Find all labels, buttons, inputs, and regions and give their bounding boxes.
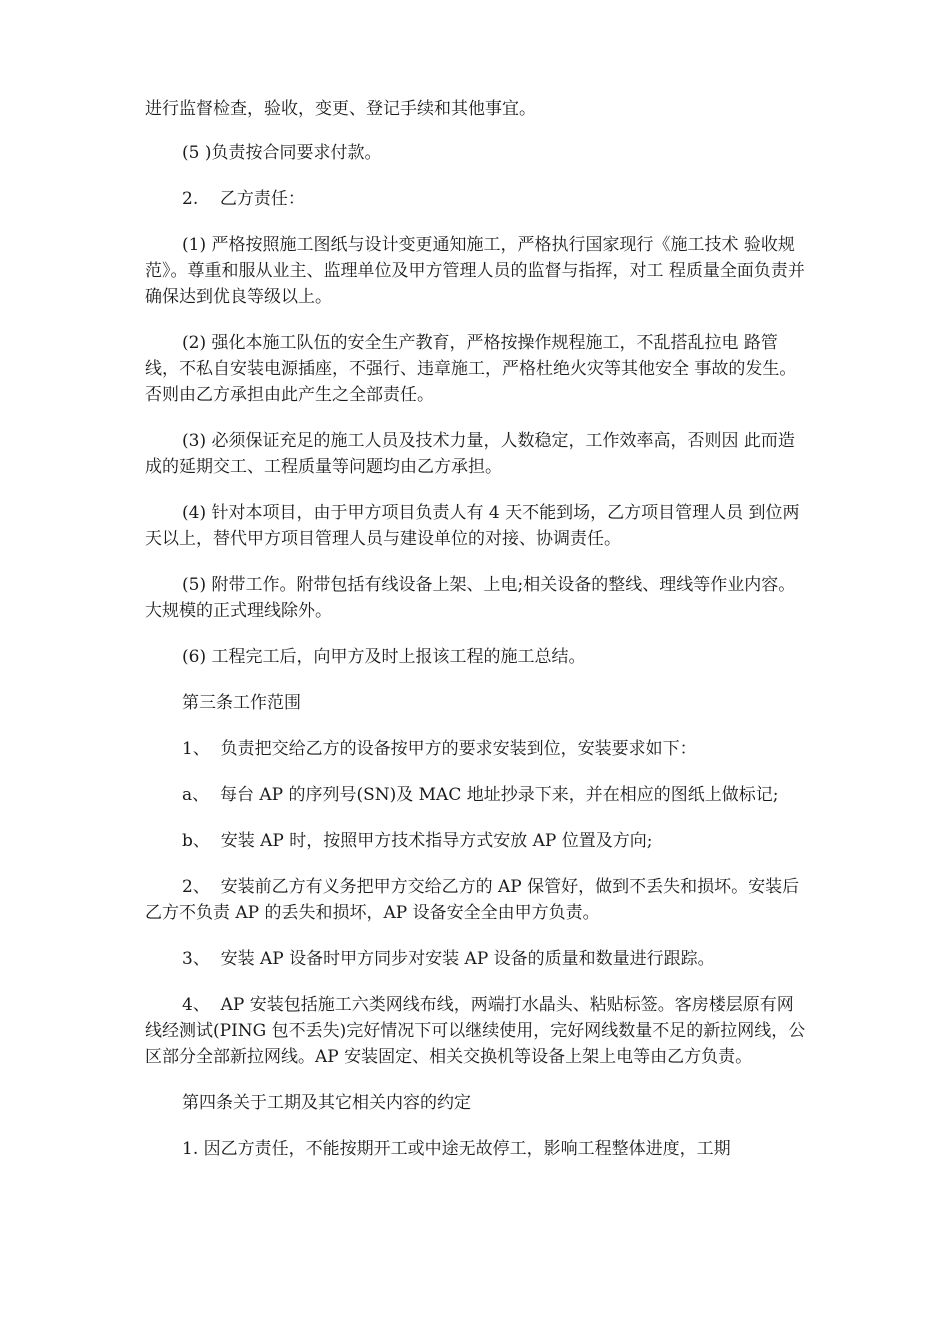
section-heading-party-b: 2. 乙方责任：	[182, 189, 305, 209]
article-3-heading: 第三条工作范围	[182, 693, 301, 713]
scope-item-b: b、 安装 AP 时，按照甲方技术指导方式安放 AP 位置及方向;	[182, 831, 653, 851]
scope-item-a: a、 每台 AP 的序列号(SN)及 MAC 地址抄录下来，并在相应的图纸上做标记;	[182, 785, 779, 805]
paragraph-item-2: (2) 强化本施工队伍的安全生产教育，严格按操作规程施工，不乱搭乱拉电 路管线，不私自安装电源插座，不强行、违章施工，严格杜绝火灾等其他安全 事故的发生。否则由乙方承担由此产生之全部责任。	[145, 333, 797, 405]
scope-item-3: 3、 安装 AP 设备时甲方同步对安装 AP 设备的质量和数量进行跟踪。	[182, 949, 715, 969]
paragraph-item-4: (4) 针对本项目，由于甲方项目负责人有 4 天不能到场，乙方项目管理人员 到位两天以上，替代甲方项目管理人员与建设单位的对接、协调责任。	[145, 503, 800, 549]
paragraph-item-5-payment: (5 )负责按合同要求付款。	[182, 143, 382, 163]
scope-item-4: 4、 AP 安装包括施工六类网线布线，两端打水晶头、粘贴标签。客房楼层原有网线经测试(PING 包不丢失)完好情况下可以继续使用，完好网线数量不足的新拉网线，公区部分全部新拉网线。AP 安装固定、相关交换机等设备上架上电等由乙方负责。	[145, 995, 806, 1067]
paragraph-item-3: (3) 必须保证充足的施工人员及技术力量，人数稳定，工作效率高，否则因 此而造成的延期交工、工程质量等问题均由乙方承担。	[145, 431, 795, 477]
scope-item-1: 1、 负责把交给乙方的设备按甲方的要求安装到位，安装要求如下：	[182, 739, 697, 759]
paragraph-continuation: 进行监督检查，验收，变更、登记手续和其他事宜。	[145, 99, 536, 119]
scope-item-2: 2、 安装前乙方有义务把甲方交给乙方的 AP 保管好，做到不丢失和损坏。安装后乙方不负责 AP 的丢失和损坏，AP 设备安全全由甲方负责。	[145, 877, 800, 923]
document-body	[145, 96, 810, 1182]
schedule-item-1: 1. 因乙方责任，不能按期开工或中途无故停工，影响工程整体进度，工期	[182, 1139, 731, 1159]
paragraph-item-5: (5) 附带工作。附带包括有线设备上架、上电;相关设备的整线、理线等作业内容。大规模的正式理线除外。	[145, 575, 796, 621]
paragraph-item-1: (1) 严格按照施工图纸与设计变更通知施工，严格执行国家现行《施工技术 验收规范》。尊重和服从业主、监理单位及甲方管理人员的监督与指挥，对工 程质量全面负责并确保达到优良等级以上。	[145, 235, 805, 307]
article-4-heading: 第四条关于工期及其它相关内容的约定	[182, 1093, 471, 1113]
paragraph-item-6: (6) 工程完工后，向甲方及时上报该工程的施工总结。	[182, 647, 586, 667]
